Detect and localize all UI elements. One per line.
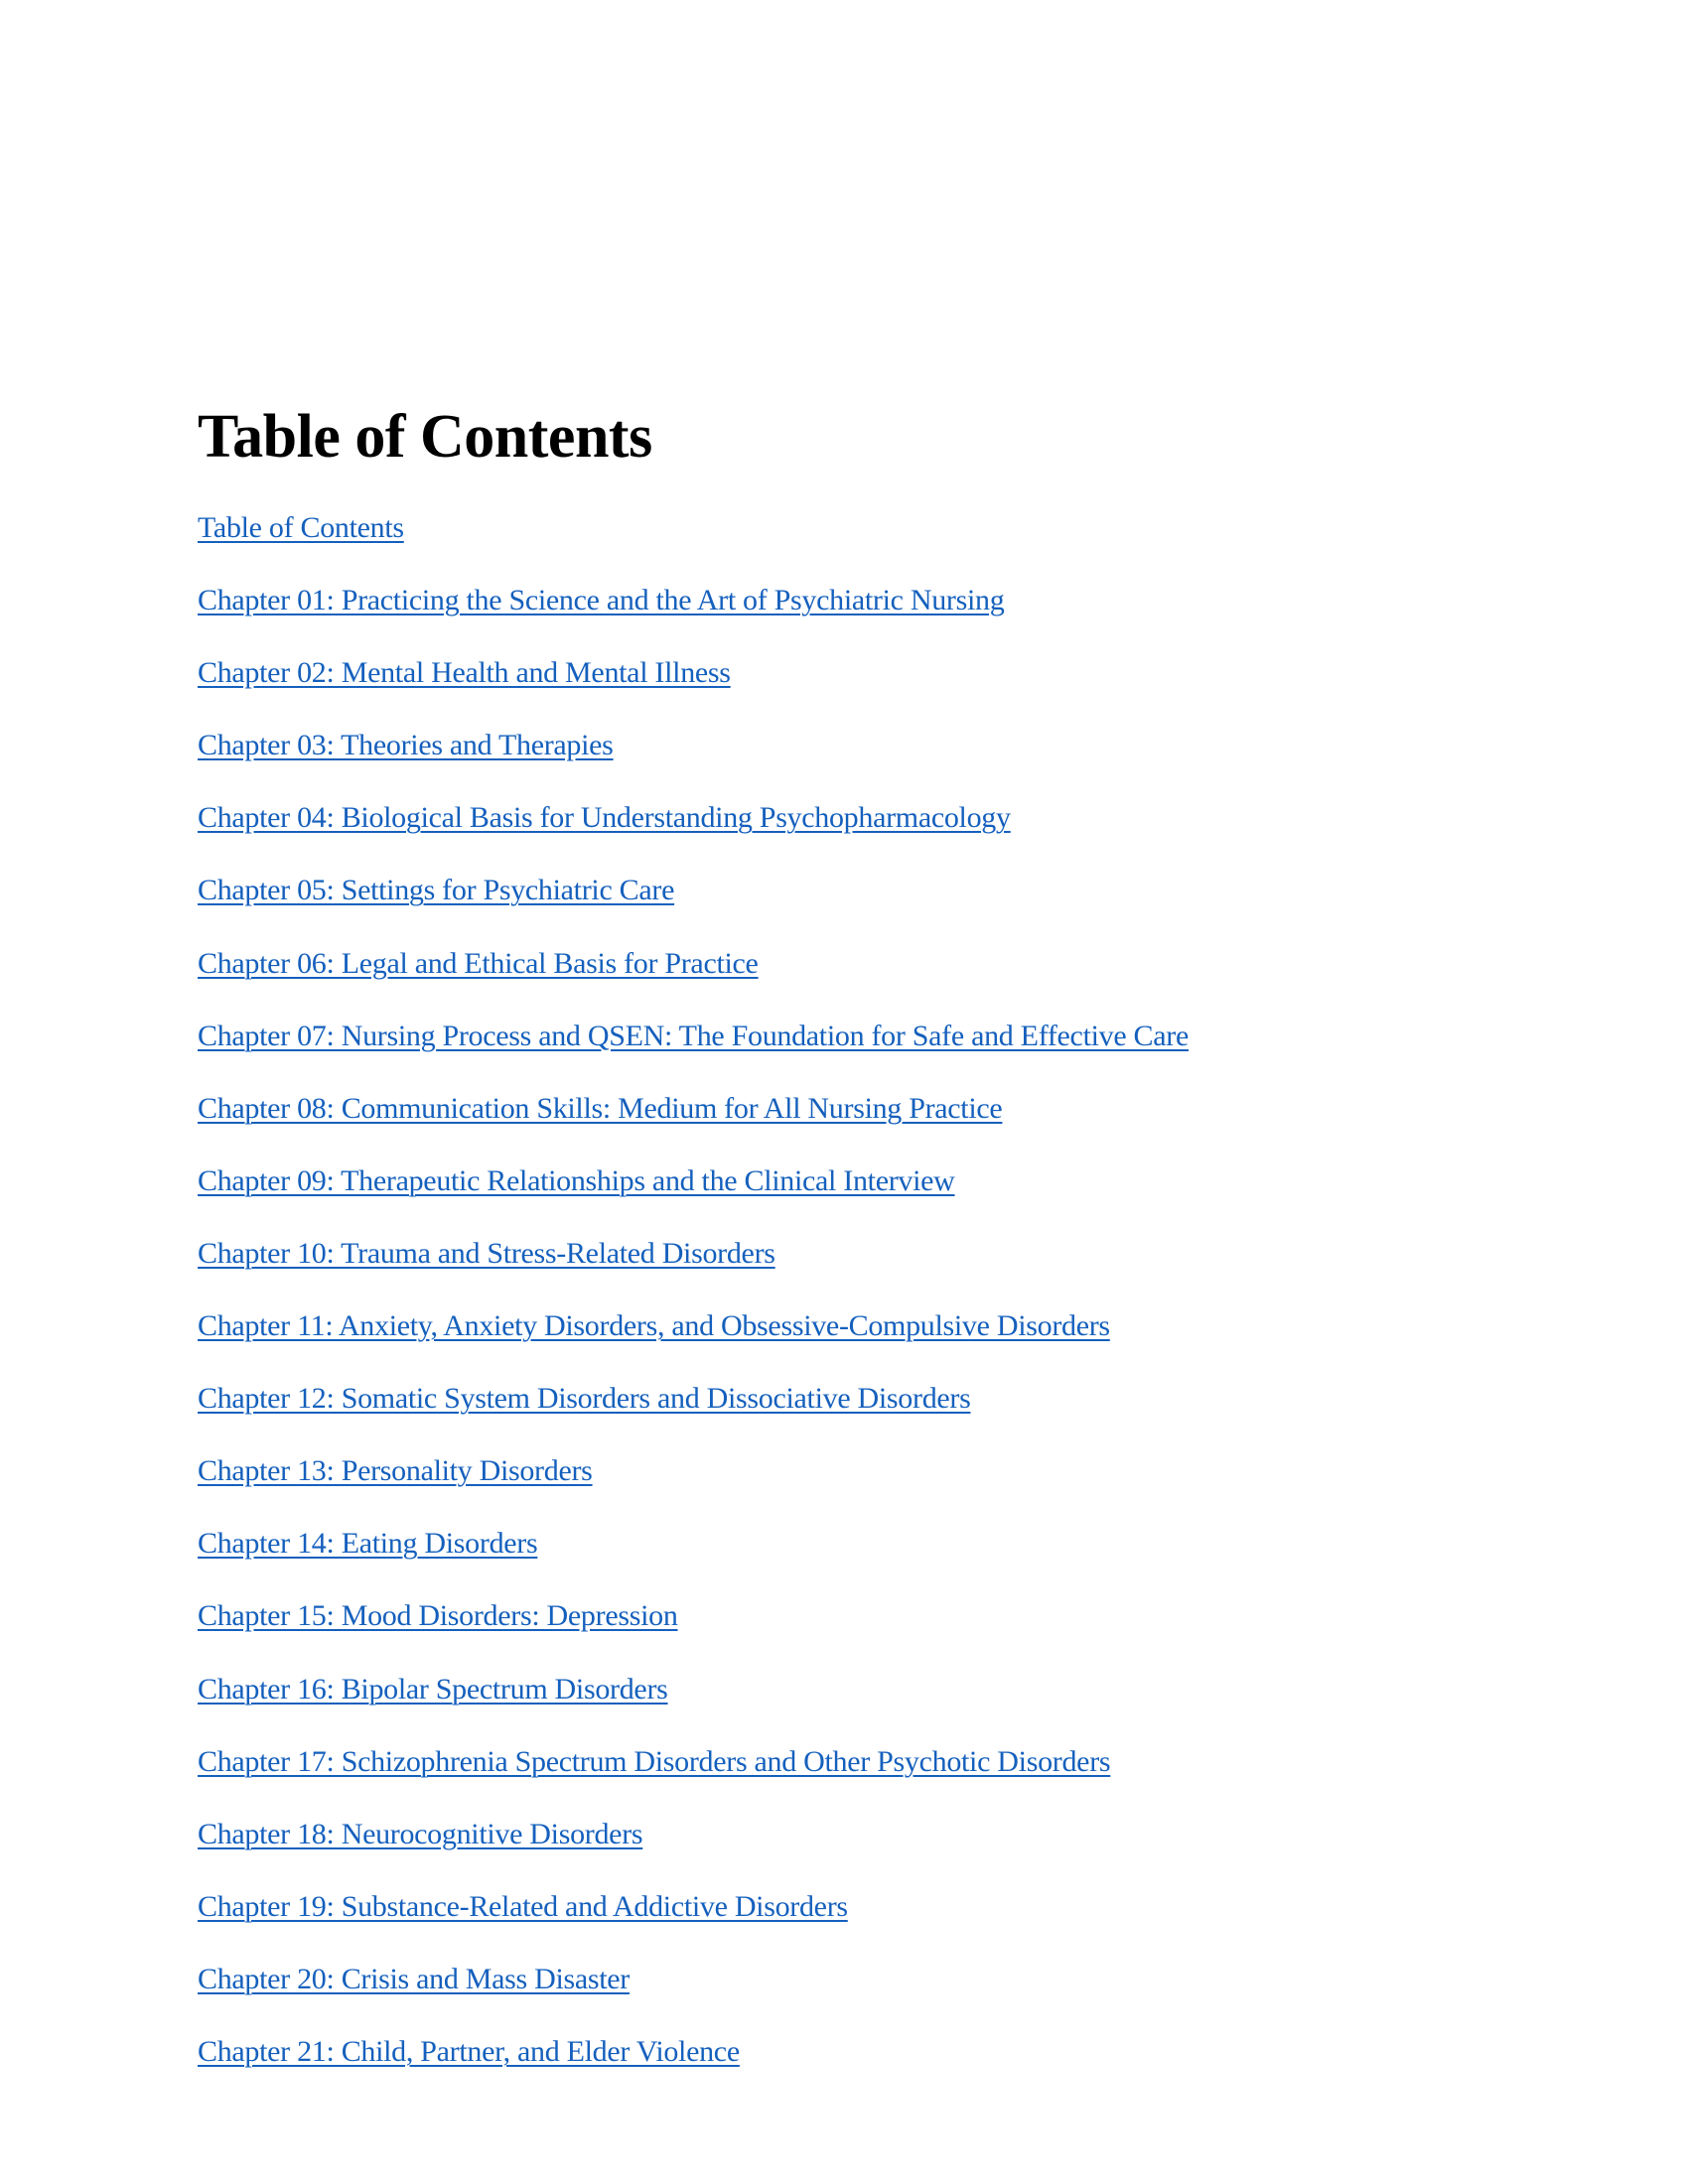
toc-link-chapter-15[interactable]: Chapter 15: Mood Disorders: Depression (198, 1599, 678, 1633)
toc-item (198, 728, 1189, 800)
toc-link-chapter-09[interactable]: Chapter 09: Therapeutic Relationships and the Clinical Interview (198, 1163, 955, 1197)
toc-item (198, 583, 1189, 655)
toc-link-chapter-04[interactable]: Chapter 04: Biological Basis for Understanding Psychopharmacology (198, 801, 1011, 835)
toc-item (198, 946, 1189, 1019)
toc-link-chapter-10[interactable]: Chapter 10: Trauma and Stress-Related Disorders (198, 1236, 775, 1270)
toc-item (198, 1598, 1189, 1671)
toc-link-chapter-08[interactable]: Chapter 08: Communication Skills: Medium for All Nursing Practice (198, 1091, 1003, 1125)
toc-link-chapter-20[interactable]: Chapter 20: Crisis and Mass Disaster (198, 1962, 630, 1995)
toc-link-chapter-14[interactable]: Chapter 14: Eating Disorders (198, 1527, 538, 1561)
toc-link-chapter-19[interactable]: Chapter 19: Substance-Related and Addictive Disorders (198, 1889, 848, 1923)
toc-item (198, 655, 1189, 728)
toc-link-chapter-16[interactable]: Chapter 16: Bipolar Spectrum Disorders (198, 1672, 668, 1706)
toc-item (198, 1163, 1189, 1236)
toc-link-table-of-contents[interactable]: Table of Contents (198, 511, 404, 544)
toc-item (198, 1019, 1189, 1091)
toc-item (198, 2034, 1189, 2107)
toc-item (198, 1889, 1189, 1962)
toc-item (198, 1744, 1189, 1817)
toc-link-chapter-17[interactable]: Chapter 17: Schizophrenia Spectrum Disorders and Other Psychotic Disorders (198, 1744, 1111, 1778)
toc-link-chapter-12[interactable]: Chapter 12: Somatic System Disorders and Dissociative Disorders (198, 1382, 971, 1416)
toc-item (198, 873, 1189, 945)
toc-link-chapter-06[interactable]: Chapter 06: Legal and Ethical Basis for Practice (198, 946, 759, 980)
toc-link-chapter-21[interactable]: Chapter 21: Child, Partner, and Elder Violence (198, 2034, 740, 2068)
toc-link-chapter-05[interactable]: Chapter 05: Settings for Psychiatric Care (198, 874, 675, 907)
toc-item (198, 1308, 1189, 1381)
toc-link-chapter-01[interactable]: Chapter 01: Practicing the Science and the Art of Psychiatric Nursing (198, 584, 1005, 617)
toc-item (198, 1817, 1189, 1889)
toc-link-chapter-13[interactable]: Chapter 13: Personality Disorders (198, 1454, 593, 1488)
toc-item (198, 1236, 1189, 1308)
toc-link-chapter-11[interactable]: Chapter 11: Anxiety, Anxiety Disorders, and Obsessive-Compulsive Disorders (198, 1309, 1110, 1343)
toc-item (198, 1962, 1189, 2034)
toc-item (198, 1526, 1189, 1598)
page-title: Table of Contents (198, 403, 652, 471)
toc-item (198, 1672, 1189, 1744)
toc-link-chapter-18[interactable]: Chapter 18: Neurocognitive Disorders (198, 1817, 643, 1850)
toc-item (198, 800, 1189, 873)
toc-item (198, 510, 1189, 583)
toc-item (198, 1381, 1189, 1453)
table-of-contents-list (198, 510, 1189, 2107)
toc-link-chapter-03[interactable]: Chapter 03: Theories and Therapies (198, 729, 614, 762)
toc-item (198, 1453, 1189, 1526)
toc-item (198, 1091, 1189, 1163)
toc-link-chapter-02[interactable]: Chapter 02: Mental Health and Mental Illness (198, 656, 731, 690)
toc-link-chapter-07[interactable]: Chapter 07: Nursing Process and QSEN: The Foundation for Safe and Effective Care (198, 1019, 1189, 1052)
